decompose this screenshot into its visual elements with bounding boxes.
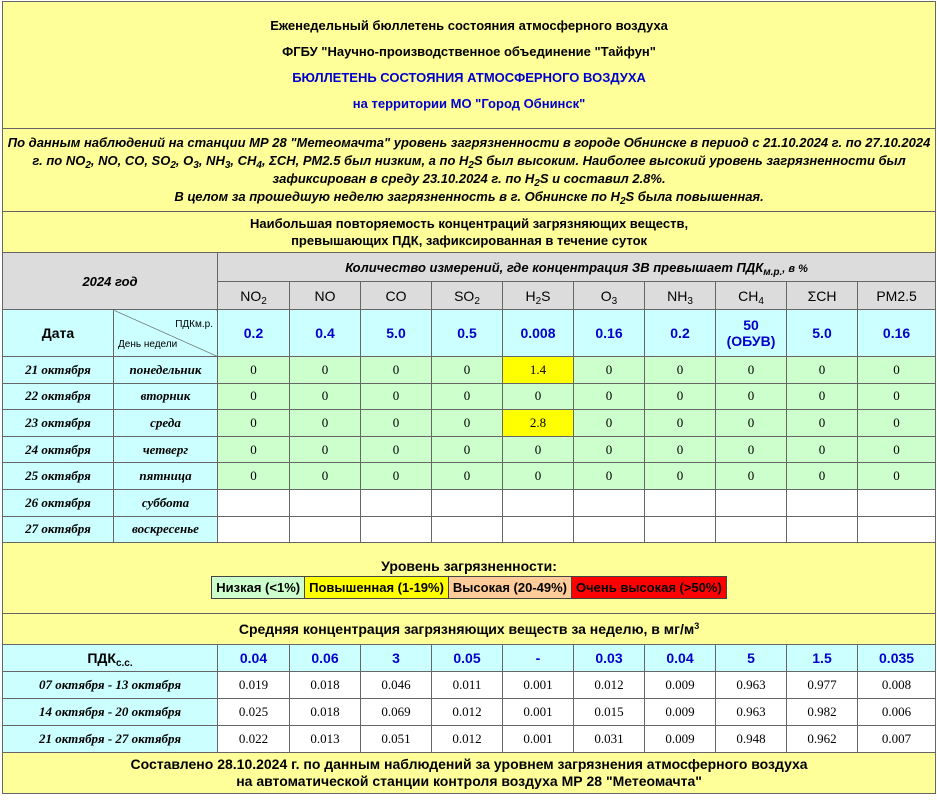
average-value: 0.977	[787, 672, 858, 699]
value-cell	[290, 489, 361, 516]
average-value: 0.015	[574, 699, 645, 726]
row-weekday: воскресенье	[114, 516, 218, 543]
value-cell	[432, 489, 503, 516]
value-cell	[361, 516, 432, 543]
average-value: 0.011	[432, 672, 503, 699]
pdk-mr-value: 0.008	[503, 310, 574, 357]
pdk-ss-label: $ПДК_{с.с.}$	[3, 645, 218, 672]
average-value: 0.012	[432, 699, 503, 726]
diagonal-header	[114, 310, 218, 357]
value-cell: 0	[361, 410, 432, 437]
value-cell	[503, 516, 574, 543]
table-row	[3, 463, 936, 490]
row-date: 22 октября	[3, 383, 114, 410]
value-cell	[716, 489, 787, 516]
average-value: 0.019	[218, 672, 290, 699]
average-value: 0.051	[361, 726, 432, 753]
value-cell	[574, 516, 645, 543]
value-cell: 0	[361, 357, 432, 384]
pdk-mr-value: 0.2	[218, 310, 290, 357]
pdk-ss-value: -	[503, 645, 574, 672]
pdk-mr-value: 0.16	[858, 310, 936, 357]
value-cell: 2.8	[503, 410, 574, 437]
value-cell: 0	[716, 463, 787, 490]
value-cell: 0	[574, 410, 645, 437]
average-value: 0.012	[574, 672, 645, 699]
pollutant-header: $H_2S$	[503, 282, 574, 310]
average-value: 0.982	[787, 699, 858, 726]
value-cell: 0	[218, 463, 290, 490]
value-cell: 0	[503, 436, 574, 463]
pollution-level-title: Уровень загрязненности:	[381, 557, 557, 574]
footer-line-2: на автоматической станции контроля воздуха МР 28 "Метеомачта"	[236, 773, 702, 790]
value-cell	[858, 489, 936, 516]
header-bulletin-title: БЮЛЛЕТЕНЬ СОСТОЯНИЯ АТМОСФЕРНОГО ВОЗДУХА	[292, 70, 646, 85]
average-value: 0.963	[716, 672, 787, 699]
row-date: 25 октября	[3, 463, 114, 490]
row-weekday: суббота	[114, 489, 218, 516]
row-date: 23 октября	[3, 410, 114, 437]
bulletin-header	[3, 2, 936, 129]
level-high: Высокая (20-49%)	[448, 576, 571, 598]
count-header: Количество измерений, где концентрация ЗВ превышает $ПДК_{м.р.}$, в %	[218, 253, 936, 282]
value-cell: 0	[503, 383, 574, 410]
row-weekday: понедельник	[114, 357, 218, 384]
value-cell	[290, 516, 361, 543]
value-cell	[858, 516, 936, 543]
average-value: 0.001	[503, 726, 574, 753]
average-value: 0.022	[218, 726, 290, 753]
average-value: 0.013	[290, 726, 361, 753]
pdk-mr-value: 0.2	[645, 310, 716, 357]
row-date: 26 октября	[3, 489, 114, 516]
pdk-mr-value: 0.16	[574, 310, 645, 357]
pdk-ss-value: 0.04	[645, 645, 716, 672]
pdk-ss-value: 0.04	[218, 645, 290, 672]
pollutant-header: $NO_2$	[218, 282, 290, 310]
pdk-ss-value: 1.5	[787, 645, 858, 672]
value-cell: 0	[858, 357, 936, 384]
row-weekday: среда	[114, 410, 218, 437]
value-cell: 0	[574, 357, 645, 384]
average-value: 0.031	[574, 726, 645, 753]
pdk-mr-value: 0.4	[290, 310, 361, 357]
table-row	[3, 699, 936, 726]
table-row	[3, 672, 936, 699]
table-row	[3, 383, 936, 410]
pdk-mr-value: 50 (ОБУВ)	[716, 310, 787, 357]
average-value: 0.009	[645, 726, 716, 753]
value-cell: 0	[645, 357, 716, 384]
value-cell: 0	[787, 410, 858, 437]
value-cell: 0	[432, 357, 503, 384]
row-date: 24 октября	[3, 436, 114, 463]
table-row	[3, 357, 936, 384]
value-cell: 0	[787, 357, 858, 384]
value-cell: 0	[645, 383, 716, 410]
pollutant-header: PM2.5	[858, 282, 936, 310]
average-value: 0.009	[645, 699, 716, 726]
value-cell	[218, 489, 290, 516]
pdk-ss-value: 5	[716, 645, 787, 672]
value-cell	[787, 516, 858, 543]
footer-line-1: Составлено 28.10.2024 г. по данным наблюдений за уровнем загрязнения атмосферного воздуха	[130, 756, 808, 773]
pdk-mr-value: 5.0	[361, 310, 432, 357]
average-value: 0.962	[787, 726, 858, 753]
value-cell	[361, 489, 432, 516]
repeat-section-title: Наибольшая повторяемость концентраций загрязняющих веществ, превышающих ПДК, зафиксированная в течение суток	[3, 212, 936, 253]
value-cell: 0	[432, 410, 503, 437]
pdk-ss-value: 3	[361, 645, 432, 672]
value-cell: 0	[218, 410, 290, 437]
row-weekday: пятница	[114, 463, 218, 490]
value-cell	[787, 489, 858, 516]
value-cell: 0	[858, 463, 936, 490]
value-cell	[503, 489, 574, 516]
row-weekday: четверг	[114, 436, 218, 463]
table-row	[3, 410, 936, 437]
average-value: 0.018	[290, 699, 361, 726]
pollutant-header: CO	[361, 282, 432, 310]
header-organization: ФГБУ "Научно-производственное объединение "Тайфун"	[282, 44, 656, 59]
bulletin-table	[2, 1, 936, 794]
level-low: Низкая (<1%)	[212, 576, 305, 598]
pollutant-header: ΣCH	[787, 282, 858, 310]
row-date: 21 октября	[3, 357, 114, 384]
value-cell: 0	[432, 383, 503, 410]
pdk-mr-value: 5.0	[787, 310, 858, 357]
header-title: Еженедельный бюллетень состояния атмосферного воздуха	[270, 18, 668, 33]
value-cell: 0	[716, 357, 787, 384]
value-cell: 0	[290, 436, 361, 463]
pollutant-header: NO	[290, 282, 361, 310]
value-cell: 0	[218, 383, 290, 410]
average-section-title: Средняя концентрация загрязняющих веществ за неделю, в $мг/м^3$	[3, 614, 936, 645]
value-cell: 0	[361, 383, 432, 410]
pdk-mr-label: ПДКм.р.	[175, 319, 213, 330]
date-column-header: Дата	[3, 310, 114, 357]
average-value: 0.069	[361, 699, 432, 726]
value-cell: 0	[858, 410, 936, 437]
summary-text: По данным наблюдений на станции МР 28 "Метеомачта" уровень загрязненности в городе Обнинске в период с 21.10.2024 г. по 27.10.2024 г. по $NO_2$, NO, CO, $SO_2$, $O_3$, $NH_3$, $CH_4$, ΣCH, PM2.5 был низким, а по $H_2S$ был высоким. Наиболее высокий уровень загрязненности был зафиксирован в среду 23.10.2024 г. по $H_2S$ и составил 2.8%. В целом за прошедшую неделю загрязненность в г. Обнинске по $H_2S$ была повышенная.	[3, 129, 936, 212]
value-cell	[716, 516, 787, 543]
table-row	[3, 436, 936, 463]
table-row	[3, 489, 936, 516]
value-cell	[645, 516, 716, 543]
average-value: 0.006	[858, 699, 936, 726]
value-cell	[432, 516, 503, 543]
period-label: 14 октября - 20 октября	[3, 699, 218, 726]
value-cell: 0	[858, 383, 936, 410]
level-elevated: Повышенная (1-19%)	[305, 576, 449, 598]
pollution-level-legend	[211, 576, 727, 599]
value-cell: 0	[787, 436, 858, 463]
row-weekday: вторник	[114, 383, 218, 410]
average-value: 0.948	[716, 726, 787, 753]
pdk-mr-value: 0.5	[432, 310, 503, 357]
pollutant-header: $CH_4$	[716, 282, 787, 310]
value-cell: 0	[645, 463, 716, 490]
period-label: 07 октября - 13 октября	[3, 672, 218, 699]
average-value: 0.025	[218, 699, 290, 726]
pdk-ss-value: 0.06	[290, 645, 361, 672]
pdk-ss-value: 0.035	[858, 645, 936, 672]
value-cell: 0	[787, 463, 858, 490]
average-value: 0.012	[432, 726, 503, 753]
value-cell: 0	[290, 463, 361, 490]
value-cell: 0	[290, 357, 361, 384]
average-value: 0.001	[503, 672, 574, 699]
pdk-ss-value: 0.03	[574, 645, 645, 672]
value-cell: 0	[716, 383, 787, 410]
average-value: 0.007	[858, 726, 936, 753]
average-value: 0.001	[503, 699, 574, 726]
level-very-high: Очень высокая (>50%)	[571, 576, 726, 598]
value-cell: 0	[787, 383, 858, 410]
row-date: 27 октября	[3, 516, 114, 543]
value-cell: 0	[503, 463, 574, 490]
value-cell: 0	[218, 436, 290, 463]
value-cell: 0	[645, 410, 716, 437]
bulletin-footer	[3, 753, 936, 794]
value-cell: 0	[218, 357, 290, 384]
average-value: 0.963	[716, 699, 787, 726]
average-value: 0.046	[361, 672, 432, 699]
pollutant-header: $SO_2$	[432, 282, 503, 310]
average-value: 0.018	[290, 672, 361, 699]
value-cell	[218, 516, 290, 543]
pollution-level-section	[3, 543, 936, 614]
value-cell: 0	[574, 383, 645, 410]
value-cell: 0	[574, 436, 645, 463]
pdk-ss-value: 0.05	[432, 645, 503, 672]
value-cell: 1.4	[503, 357, 574, 384]
value-cell: 0	[432, 436, 503, 463]
value-cell	[645, 489, 716, 516]
table-row	[3, 726, 936, 753]
value-cell: 0	[858, 436, 936, 463]
value-cell: 0	[716, 436, 787, 463]
value-cell: 0	[290, 410, 361, 437]
weekday-label: День недели	[118, 339, 178, 350]
table-row	[3, 516, 936, 543]
value-cell: 0	[645, 436, 716, 463]
value-cell: 0	[432, 463, 503, 490]
average-value: 0.008	[858, 672, 936, 699]
value-cell: 0	[574, 463, 645, 490]
average-value: 0.009	[645, 672, 716, 699]
value-cell: 0	[290, 383, 361, 410]
pollutant-header: $O_3$	[574, 282, 645, 310]
header-territory: на территории МО "Город Обнинск"	[352, 96, 586, 111]
period-label: 21 октября - 27 октября	[3, 726, 218, 753]
value-cell: 0	[361, 436, 432, 463]
value-cell	[574, 489, 645, 516]
value-cell: 0	[361, 463, 432, 490]
value-cell: 0	[716, 410, 787, 437]
year-label: 2024 год	[3, 253, 218, 310]
pollutant-header: $NH_3$	[645, 282, 716, 310]
